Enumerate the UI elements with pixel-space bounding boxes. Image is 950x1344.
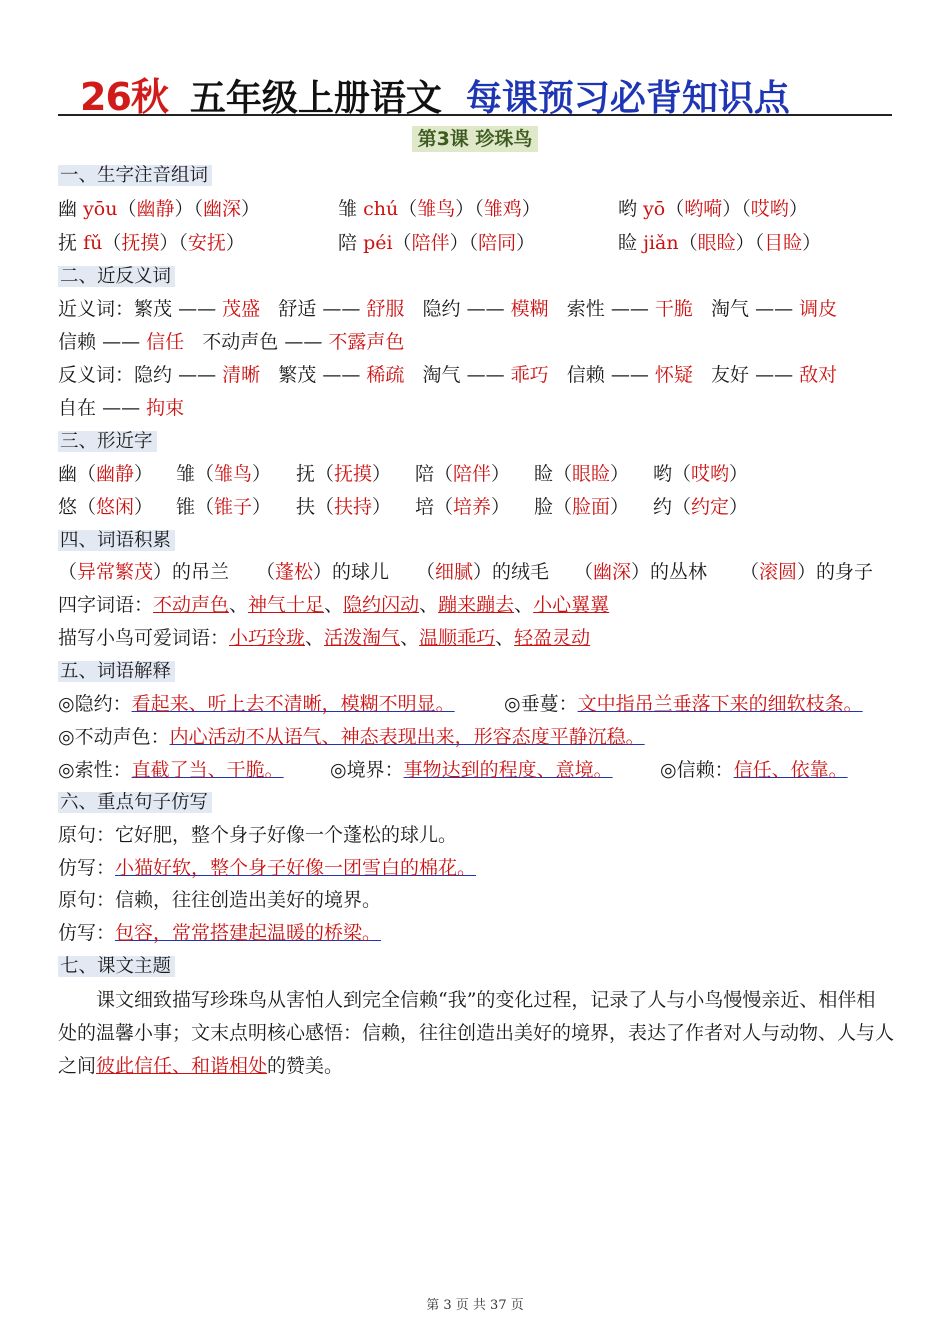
char-item: 睑 jiǎn（眼睑）（目睑） — [618, 232, 822, 254]
title-topic: 每课预习必背知识点 — [465, 78, 790, 119]
original-sentence: 原句：信赖，往往创造出美好的境界。 — [58, 889, 382, 911]
antonym-row: 自在 —— 拘束 — [58, 397, 185, 419]
theme-paragraph: 课文细致描写珍珠鸟从害怕人到完全信赖“我”的变化过程，记录了人与小鸟慢慢亲近、相伴相处的温馨小事；文末点明核心感悟：信赖，往往创造出美好的境界，表达了作者对人与动物、人与人之间彼此信任、和谐相处的赞美。 — [58, 989, 895, 1077]
original-sentence: 原句：它好肥，整个身子好像一个蓬松的球儿。 — [58, 824, 458, 846]
char-row — [58, 196, 894, 222]
imitation-sentence: 仿写：小猫好软，整个身子好像一团雪白的棉花。 — [58, 857, 477, 879]
char-item: 哟 yō（哟嗬）（哎哟） — [618, 198, 808, 220]
phrase-row: （异常繁茂）的吊兰 （蓬松）的球儿 （细腻）的绒毛 （幽深）的丛林 （滚圆）的身子 — [58, 561, 874, 583]
char-item: 陪 péi（陪伴）（陪同） — [338, 232, 536, 254]
section-heading: 一、生字注音组词 — [58, 162, 212, 188]
title-season: 26秋 — [80, 75, 168, 119]
similar-row: 悠（悠闲） 锥（锥子） 扶（扶持） 培（培养） 脸（脸面） 约（约定） — [58, 496, 749, 518]
similar-row: 幽（幽静） 雏（雏鸟） 抚（抚摸） 陪（陪伴） 睑（眼睑） 哟（哎哟） — [58, 463, 749, 485]
synonym-row: 近义词：繁茂 —— 茂盛 舒适 —— 舒服 隐约 —— 模糊 索性 —— 干脆 淘气 —— 调皮 — [58, 298, 838, 320]
section-heading: 二、近反义词 — [58, 263, 175, 289]
section-heading: 三、形近字 — [58, 428, 157, 454]
antonym-row: 反义词：隐约 —— 清晰 繁茂 —— 稀疏 淘气 —— 乖巧 信赖 —— 怀疑 友好 —— 敌对 — [58, 364, 838, 386]
explain-row: ◎隐约：看起来、听上去不清晰，模糊不明显。 ◎垂蔓：文中指吊兰垂落下来的细软枝条。 — [58, 693, 863, 715]
char-item: 幽 yōu（幽静）（幽深） — [58, 198, 261, 220]
char-item: 抚 fǔ（抚摸）（安抚） — [58, 232, 245, 254]
lesson-heading — [0, 124, 950, 151]
char-row — [58, 230, 894, 256]
page-number: 第 3 页 共 37 页 — [426, 1298, 524, 1313]
cute-words: 描写小鸟可爱词语：小巧玲珑、活泼淘气、温顺乖巧、轻盈灵动 — [58, 627, 591, 649]
lesson-title: 第3课 珍珠鸟 — [412, 126, 539, 152]
section-heading: 六、重点句子仿写 — [58, 789, 212, 815]
explain-row: ◎不动声色：内心活动不从语气、神态表现出来，形容态度平静沉稳。 — [58, 726, 645, 748]
char-item: 雏 chú（雏鸟）（雏鸡） — [338, 198, 541, 220]
page-title — [58, 66, 892, 119]
synonym-row: 信赖 —— 信任 不动声色 —— 不露声色 — [58, 331, 405, 353]
imitation-sentence: 仿写：包容，常常搭建起温暖的桥梁。 — [58, 922, 382, 944]
section-heading: 四、词语积累 — [58, 527, 175, 553]
four-char-words: 四字词语：不动声色、神气十足、隐约闪动、蹦来蹦去、小心翼翼 — [58, 594, 610, 616]
section-heading: 七、课文主题 — [58, 953, 175, 979]
section-heading: 五、词语解释 — [58, 658, 175, 684]
title-grade: 五年级上册语文 — [189, 78, 442, 119]
explain-row: ◎索性：直截了当、干脆。 ◎境界：事物达到的程度、意境。 ◎信赖：信任、依靠。 — [58, 759, 848, 781]
